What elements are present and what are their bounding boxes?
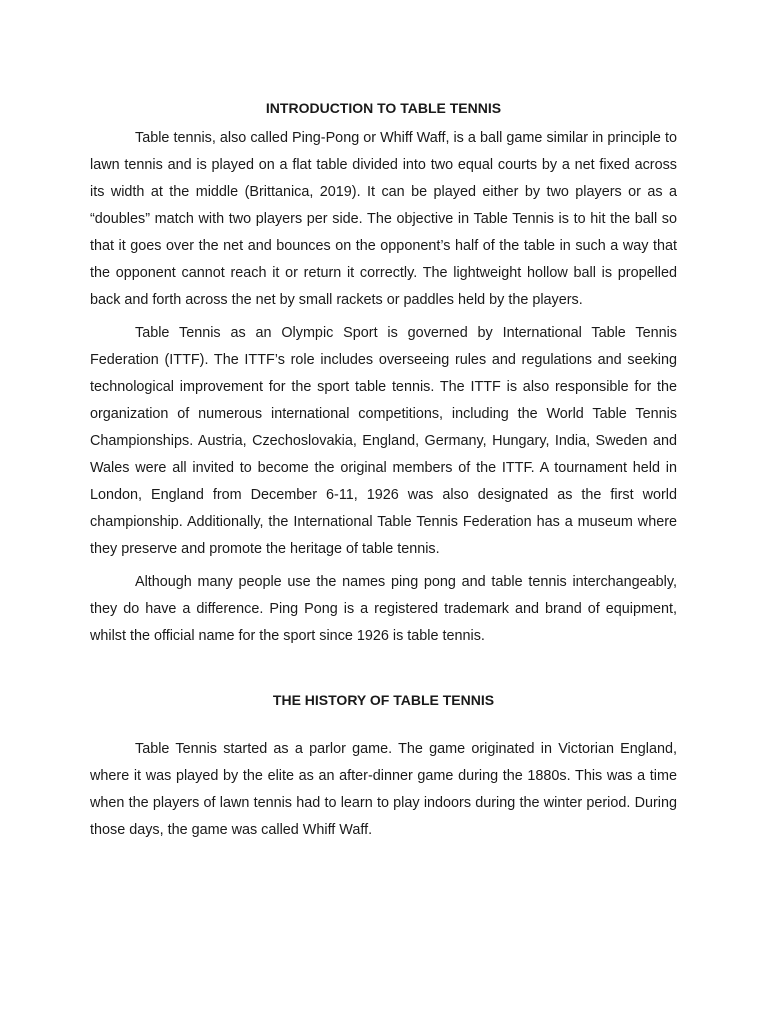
history-paragraph-1: Table Tennis started as a parlor game. The game originated in Victorian England, where it was played by the elite as an after-dinner game during the 1880s. This was a time when the players of lawn tennis had to learn to play indoors during the winter period. During those days, the game was called Whiff Waff.	[90, 741, 677, 838]
heading-history: THE HISTORY OF TABLE TENNIS	[272, 692, 495, 708]
intro-paragraph-3: Although many people use the names ping pong and table tennis interchangeably, they do have a difference. Ping Pong is a registered trademark and brand of equipment, whilst the official name for the sport since 1926 is table tennis.	[90, 574, 677, 644]
intro-paragraph-2: Table Tennis as an Olympic Sport is governed by International Table Tennis Federation (ITTF). The ITTF’s role includes overseeing rules and regulations and seeking technological improvement for the sport table tennis. The ITTF is also responsible for the organization of numerous international competitions, including the World Table Tennis Championships. Austria, Czechoslovakia, England, Germany, Hungary, India, Sweden and Wales were all invited to become the original members of the ITTF. A tournament held in London, England from December 6-11, 1926 was also designated as the first world championship. Additionally, the International Table Tennis Federation has a museum where they preserve and promote the heritage of table tennis.	[90, 325, 677, 557]
document-body	[90, 95, 677, 850]
heading-introduction: INTRODUCTION TO TABLE TENNIS	[265, 100, 502, 116]
intro-paragraph-1: Table tennis, also called Ping-Pong or Whiff Waff, is a ball game similar in principle to lawn tennis and is played on a flat table divided into two equal courts by a net fixed across its width at the middle (Brittanica, 2019). It can be played either by two players or as a “doubles” match with two players per side. The objective in Table Tennis is to hit the ball so that it goes over the net and bounces on the opponent’s half of the table in such a way that the opponent cannot reach it or return it correctly. The lightweight hollow ball is propelled back and forth across the net by small rackets or paddles held by the players.	[90, 130, 677, 308]
